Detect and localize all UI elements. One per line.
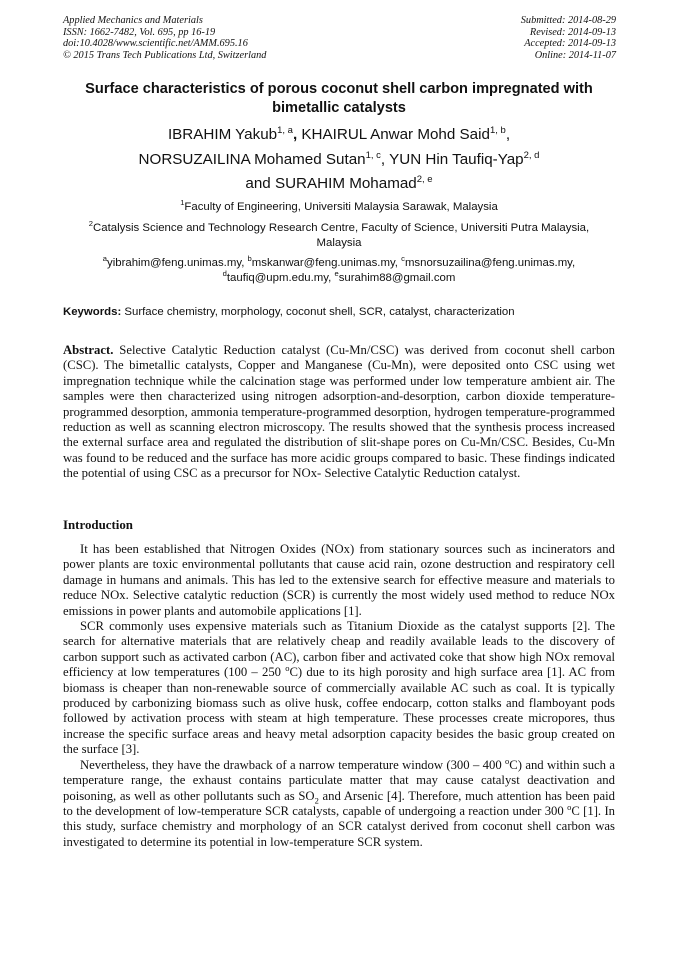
- revised-date: Revised: 2014-09-13: [529, 26, 616, 38]
- author-affil-mark: 2, d: [523, 149, 540, 161]
- submitted-date: Submitted: 2014-08-29: [520, 15, 616, 26]
- degree-sign: o: [505, 755, 510, 766]
- degree-sign: o: [285, 663, 290, 674]
- author-emails: $^a$yibrahim@feng.unimas.my, $^b$mskanwar@feng.unimas.my, $^c$msnorsuzailina@feng.unimas.my, $^d$taufiq@upm.edu.my, $^e$surahim88@gmail.com: [102, 254, 576, 284]
- publication-dates: [521, 15, 616, 61]
- abstract: [63, 343, 615, 482]
- author-line-2: NORSUZAILINA Mohamed Sutan$^{1, c}$, YUN Hin Taufiq-Yap$^{2, d}$: [138, 149, 540, 168]
- affiliation-2: [70, 221, 608, 250]
- accepted-date: Accepted: 2014-09-13: [524, 38, 616, 50]
- journal-info: [63, 15, 266, 61]
- keywords: [63, 305, 615, 320]
- email-link[interactable]: msnorsuzailina@feng.unimas.my: [404, 257, 573, 269]
- degree-sign: o: [567, 801, 572, 812]
- issn: ISSN: 1662-7482, Vol. 695, pp 16-19: [63, 26, 216, 38]
- author-name: NORSUZAILINA Mohamed Sutan: [138, 150, 366, 168]
- author-name: IBRAHIM Yakub: [167, 126, 278, 143]
- email-link[interactable]: mskanwar@feng.unimas.my: [251, 257, 395, 269]
- subscript-2: 2: [314, 795, 319, 806]
- section-heading-introduction: Introduction: [63, 518, 133, 532]
- author-and: and: [245, 175, 271, 193]
- author-line-3: [60, 172, 618, 197]
- intro-paragraph-2: SCR commonly uses expensive materials such as Titanium Dioxide as the catalyst supports [2]. The search for alternative materials that are relatively cheap and readily available leads to the discovery of carbon support such as activated carbon (AC), carbon fiber and activated coke that show high NOx removal efficiency at low temperatures (100 – 250 $^o$C) due to its high porosity and high surface area [1]. AC from biomass is cheaper than non-renewable source of commercially available AC such as coal. It is typically produced by carbonizing biomass such as olive husk, coffee endocarp, cotton stalks and flamboyant pods followed by activation process with steam at high temperature. These processes create micropores, thus increase the specific surface areas and heavy metal adsorption capacity besides the basic group created on the surface [3].: [63, 619, 615, 757]
- doi: doi:10.4028/www.scientific.net/AMM.695.16: [63, 38, 248, 50]
- author-list: [60, 123, 618, 197]
- email-link[interactable]: surahim88@gmail.com: [338, 271, 456, 284]
- email-link[interactable]: taufiq@upm.edu.my: [226, 271, 329, 284]
- author-affil-mark: 1, a: [277, 124, 293, 136]
- author-name: KHAIRUL Anwar Mohd Said: [301, 126, 490, 143]
- keywords-label: Keywords:: [63, 306, 122, 318]
- author-affil-mark: 1, c: [365, 149, 381, 161]
- author-name: SURAHIM Mohamad: [274, 175, 417, 193]
- copyright: © 2015 Trans Tech Publications Ltd, Switzerland: [63, 49, 267, 61]
- online-date: Online: 2014-11-07: [534, 49, 616, 61]
- abstract-text: Selective Catalytic Reduction catalyst (Cu-Mn/CSC) was derived from coconut shell carbon (CSC). The bimetallic catalysts, Copper and Manganese (Cu-Mn), were deposited onto CSC using wet impregnation technique while the calcination stage was performed under low temperature ambient air. The samples were then characterized using nitrogen adsorption-and-desorption, carbon dioxide temperature-programmed desorption, ammonia temperature-programmed desorption, hydrogen temperature-programmed reduction as well as scanning electron microscopy. The results showed that the synthesis process increased the external surface area and regulated the distribution of slit-shape pores on Cu-Mn/CSC. Besides, Cu-Mn was found to be reduced and the surface has more acidic groups compared to basic. These findings indicated the potential of using CSC as a precursor for NOx- Selective Catalytic Reduction catalyst.: [63, 343, 615, 481]
- journal-name: Applied Mechanics and Materials: [63, 15, 203, 26]
- intro-paragraph-3: Nevertheless, they have the drawback of a narrow temperature window (300 – 400 $^o$C) and within such a temperature range, the exhaust contains particulate matter that may cause catalyst deactivation and poisoning, as well as other pollutants such as $SO_2$ and Arsenic [4]. Therefore, much attention has been paid to the development of low-temperature SCR catalysts, capable of undergoing a reaction under 300 $^o$C [1]. In this study, surface chemistry and morphology of an SCR catalyst derived from coconut shell carbon was investigated to determine its potential in low-temperature SCR system.: [63, 755, 616, 849]
- author-name: YUN Hin Taufiq-Yap: [389, 150, 524, 168]
- author-line-1: IBRAHIM Yakub$^{1, a}$, KHAIRUL Anwar Mohd Said$^{1, b}$,: [167, 124, 511, 143]
- abstract-label: Abstract.: [63, 343, 114, 357]
- author-affil-mark: 2, e: [416, 174, 433, 186]
- affiliation-text: Faculty of Engineering, Universiti Malaysia Sarawak, Malaysia: [184, 201, 498, 213]
- affiliation-mark: 1: [180, 198, 185, 208]
- author-affil-mark: 1, b: [489, 124, 506, 136]
- affiliation-1: [70, 200, 608, 215]
- keywords-text: Surface chemistry, morphology, coconut shell, SCR, catalyst, characterization: [124, 306, 515, 318]
- affiliation-mark: 2: [88, 219, 94, 229]
- intro-paragraph-1: It has been established that Nitrogen Oxides (NOx) from stationary sources such as incinerators and power plants are toxic environmental pollutants that cause acid rain, ozone destruction and respiratory cell damage in humans and animals. This has led to the extensive search for effective measure and materials to reduce NOx. Selective catalytic reduction (SCR) is currently the most widely used method to reduce NOx emissions in power plants and automobile applications [1].: [63, 542, 615, 618]
- affiliation-text: Catalysis Science and Technology Research Centre, Faculty of Science, Universiti Putra Malaysia, Malaysia: [93, 222, 590, 249]
- introduction-body: [63, 542, 615, 850]
- paper-title: Surface characteristics of porous coconut shell carbon impregnated with bimetallic catalysts: [85, 81, 593, 116]
- email-link[interactable]: yibrahim@feng.unimas.my: [107, 257, 242, 269]
